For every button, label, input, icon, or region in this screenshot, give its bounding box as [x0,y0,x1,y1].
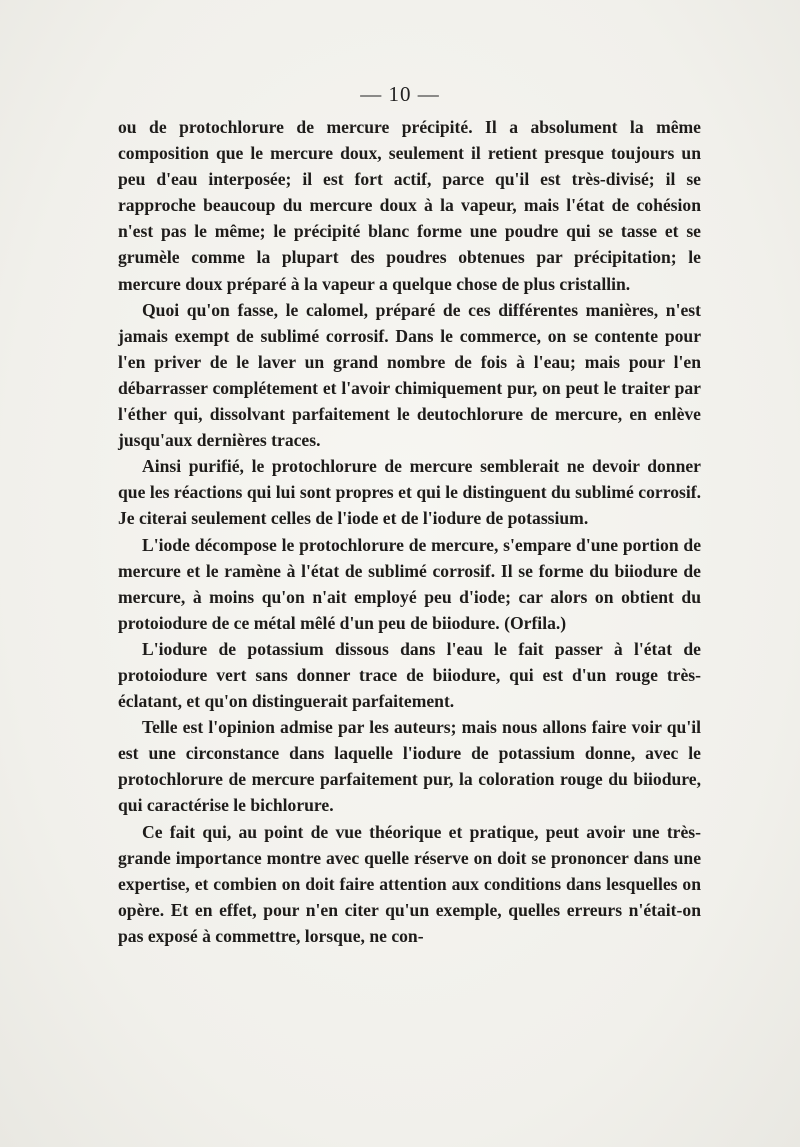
body-text [118,114,701,949]
page-number: — 10 — [360,82,440,106]
paragraph-6: Telle est l'opinion admise par les auteurs; mais nous allons faire voir qu'il est une circonstance dans laquelle l'iodure de potassium donne, avec le protochlorure de mercure parfaitement pur, la coloration rouge du biiodure, qui caractérise le bichlorure. [118,717,701,816]
paragraph-4: L'iode décompose le protochlorure de mercure, s'empare d'une portion de mercure et le ramène à l'état de sublimé corrosif. Il se forme du biiodure de mercure, à moins qu'on n'ait employé peu d'iode; car alors on obtient du protoiodure de ce métal mêlé d'un peu de biiodure. (Orfila.) [118,534,701,633]
paragraph-1: ou de protochlorure de mercure précipité. Il a absolument la même composition que le mercure doux, seulement il retient presque toujours un peu d'eau interposée; il est fort actif, parce qu'il est très-divisé; il se rapproche beaucoup du mercure doux à la vapeur, mais l'état de cohésion n'est pas le même; le précipité blanc forme une poudre qui se tasse et se grumèle comme la plupart des poudres obtenues par précipitation; le mercure doux préparé à la vapeur a quelque chose de plus cristallin. [118,117,701,294]
paragraph-5: L'iodure de potassium dissous dans l'eau le fait passer à l'état de protoiodure vert sans donner trace de biiodure, qui est d'un rouge très-éclatant, et qu'on distinguerait parfaitement. [118,638,701,712]
paragraph-7: Ce fait qui, au point de vue théorique et pratique, peut avoir une très-grande importance montre avec quelle réserve on doit se prononcer dans une expertise, et combien on doit faire attention aux conditions dans lesquelles on opère. Et en effet, pour n'en citer qu'un exemple, quelles erreurs n'était-on pas exposé à commettre, lorsque, ne con- [118,821,701,946]
paragraph-2: Quoi qu'on fasse, le calomel, préparé de ces différentes manières, n'est jamais exempt de sublimé corrosif. Dans le commerce, on se contente pour l'en priver de le laver un grand nombre de fois à l'eau; mais pour l'en débarrasser complétement et l'avoir chimiquement pur, on peut le traiter par l'éther qui, dissolvant parfaitement le deutochlorure de mercure, en enlève jusqu'aux dernières traces. [118,299,701,451]
paragraph-3: Ainsi purifié, le protochlorure de mercure semblerait ne devoir donner que les réactions qui lui sont propres et qui le distinguent du sublimé corrosif. Je citerai seulement celles de l'iode et de l'iodure de potassium. [118,456,701,529]
